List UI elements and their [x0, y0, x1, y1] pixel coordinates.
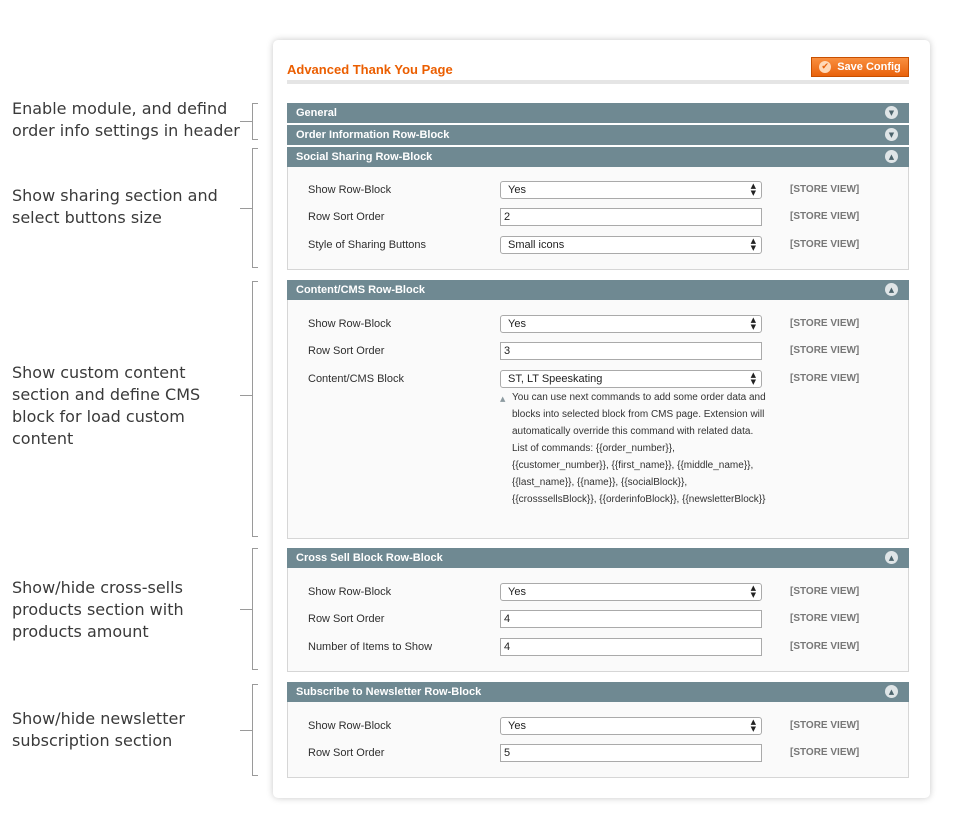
section-header-newsletter[interactable] [287, 682, 909, 702]
note-arrow-icon: ▲ [500, 395, 506, 403]
select-value: Yes [508, 184, 526, 196]
scope-label: [STORE VIEW] [790, 613, 860, 624]
field-label: Show Row-Block [308, 318, 392, 330]
newsletter-sort-input[interactable]: 5 [500, 744, 762, 762]
field-label: Style of Sharing Buttons [308, 239, 427, 251]
select-value: ST, LT Speeskating [508, 373, 603, 385]
scope-label: [STORE VIEW] [790, 720, 860, 731]
select-value: Small icons [508, 239, 565, 251]
scope-label: [STORE VIEW] [790, 747, 860, 758]
section-header-crosssell[interactable] [287, 548, 909, 568]
title-divider [287, 80, 909, 84]
field-label: Content/CMS Block [308, 373, 404, 385]
bracket-newsletter [252, 684, 258, 776]
social-style-select[interactable] [500, 236, 762, 254]
field-label: Row Sort Order [308, 747, 385, 759]
scope-label: [STORE VIEW] [790, 318, 860, 329]
select-arrows-icon: ▲ ▼ [750, 718, 756, 733]
scope-label: [STORE VIEW] [790, 641, 860, 652]
select-arrows-icon: ▲ ▼ [750, 584, 756, 599]
crosssell-show-select[interactable] [500, 583, 762, 601]
field-label: Show Row-Block [308, 184, 392, 196]
section-title: General [296, 107, 337, 119]
scope-label: [STORE VIEW] [790, 345, 860, 356]
bracket-crosssell [252, 548, 258, 670]
select-value: Yes [508, 720, 526, 732]
chevron-up-icon[interactable]: ▲ [885, 685, 898, 698]
bracket-tick [240, 121, 252, 122]
section-body-cms [287, 300, 909, 539]
save-config-button[interactable] [811, 57, 909, 77]
bracket-tick [240, 208, 252, 209]
section-header-social[interactable] [287, 147, 909, 167]
annotation-newsletter: Show/hide newsletter subscription section [12, 709, 185, 750]
annotation-cms: Show custom content section and define CMS block for load custom content [12, 363, 201, 448]
select-arrows-icon: ▲ ▼ [750, 371, 756, 386]
bracket-social [252, 148, 258, 268]
field-label: Show Row-Block [308, 586, 392, 598]
section-header-order-info[interactable] [287, 125, 909, 145]
section-title: Social Sharing Row-Block [296, 151, 433, 163]
chevron-down-icon[interactable]: ▼ [885, 106, 898, 119]
section-title: Cross Sell Block Row-Block [296, 552, 443, 564]
cms-block-select[interactable] [500, 370, 762, 388]
field-label: Row Sort Order [308, 613, 385, 625]
cms-show-select[interactable] [500, 315, 762, 333]
select-arrows-icon: ▲ ▼ [750, 316, 756, 331]
scope-label: [STORE VIEW] [790, 586, 860, 597]
chevron-up-icon[interactable]: ▲ [885, 150, 898, 163]
section-body-newsletter [287, 702, 909, 778]
bracket-general [252, 103, 258, 140]
scope-label: [STORE VIEW] [790, 373, 860, 384]
field-label: Number of Items to Show [308, 641, 433, 653]
field-label: Row Sort Order [308, 345, 385, 357]
chevron-up-icon[interactable]: ▲ [885, 283, 898, 296]
field-label: Show Row-Block [308, 720, 392, 732]
chevron-up-icon[interactable]: ▲ [885, 551, 898, 564]
section-header-cms[interactable] [287, 280, 909, 300]
bracket-tick [240, 730, 252, 731]
bracket-cms [252, 281, 258, 537]
field-label: Row Sort Order [308, 211, 385, 223]
chevron-down-icon[interactable]: ▼ [885, 128, 898, 141]
section-body-crosssell [287, 568, 909, 672]
section-header-general[interactable] [287, 103, 909, 123]
bracket-tick [240, 395, 252, 396]
annotation-general: Enable module, and defind order info settings in header [12, 99, 240, 140]
social-sort-input[interactable]: 2 [500, 208, 762, 226]
select-value: Yes [508, 318, 526, 330]
section-title: Content/CMS Row-Block [296, 284, 425, 296]
save-config-label: Save Config [837, 61, 901, 73]
config-panel [273, 40, 930, 798]
crosssell-sort-input[interactable]: 4 [500, 610, 762, 628]
cms-sort-input[interactable]: 3 [500, 342, 762, 360]
cms-note-text: You can use next commands to add some order data and blocks into selected block from CMS page. Extension will automatically override this command with related data. List of commands: {{order_number}}, {{customer_number}}, {{first_name}}, {{middle_name}}, {{last_name}}, {{name}}, {{socialBlock}}, {{crosssellsBlock}}, {{orderinfoBlock}}, {{newsletterBlock}} [512, 392, 766, 505]
select-arrows-icon: ▲ ▼ [750, 182, 756, 197]
annotation-crosssell: Show/hide cross-sells products section with products amount [12, 578, 184, 641]
page-title: Advanced Thank You Page [287, 62, 453, 77]
cms-note [500, 389, 768, 508]
scope-label: [STORE VIEW] [790, 184, 860, 195]
annotation-social: Show sharing section and select buttons size [12, 186, 218, 227]
section-title: Order Information Row-Block [296, 129, 450, 141]
social-show-select[interactable] [500, 181, 762, 199]
scope-label: [STORE VIEW] [790, 211, 860, 222]
check-circle-icon: ✔ [819, 61, 831, 73]
section-title: Subscribe to Newsletter Row-Block [296, 686, 482, 698]
scope-label: [STORE VIEW] [790, 239, 860, 250]
section-body-social [287, 167, 909, 270]
newsletter-show-select[interactable] [500, 717, 762, 735]
select-arrows-icon: ▲ ▼ [750, 237, 756, 252]
crosssell-items-input[interactable]: 4 [500, 638, 762, 656]
bracket-tick [240, 609, 252, 610]
select-value: Yes [508, 586, 526, 598]
